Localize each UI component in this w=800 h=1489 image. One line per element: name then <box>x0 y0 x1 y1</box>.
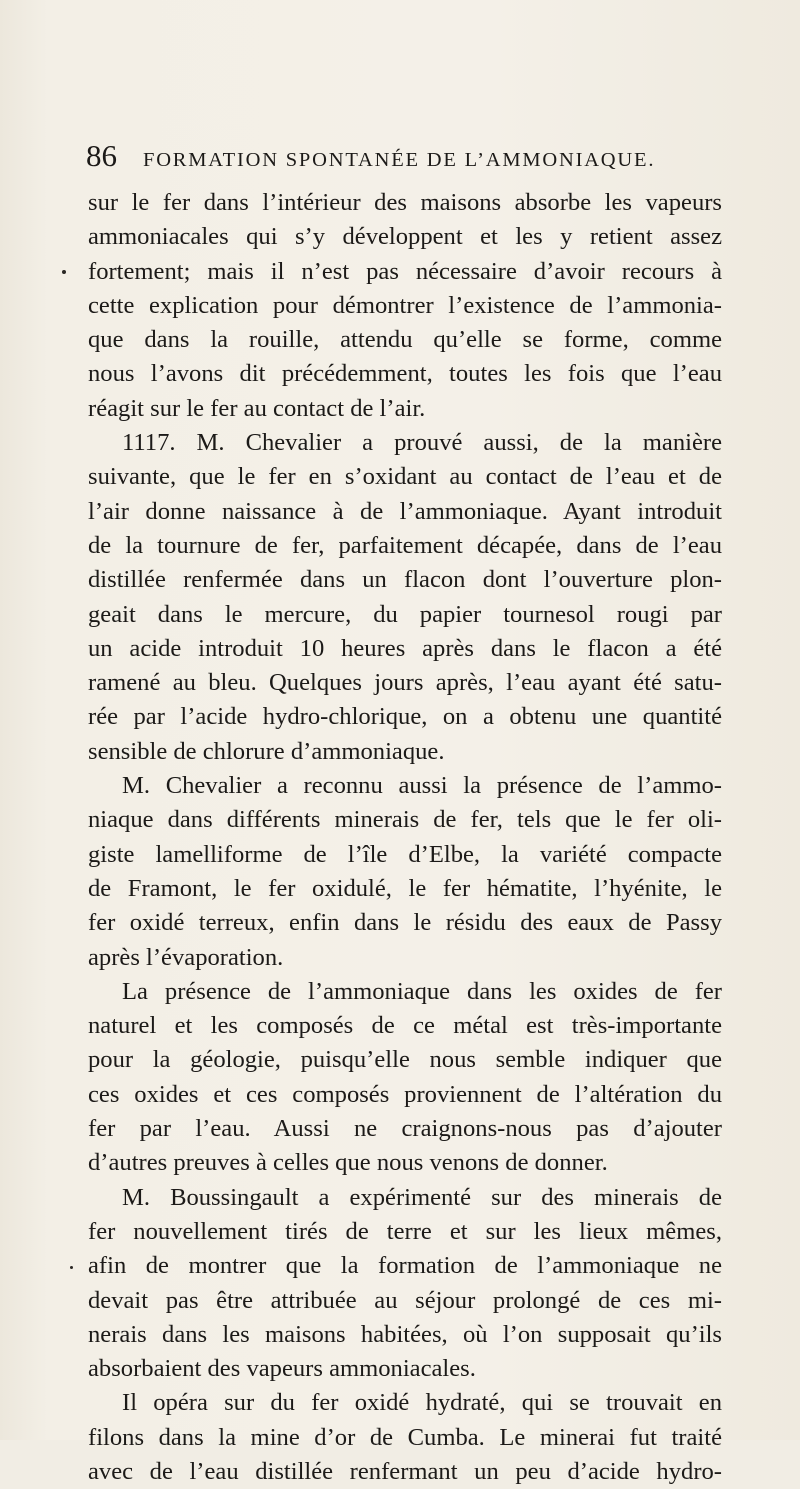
running-title: FORMATION SPONTANÉE DE L’AMMONIAQUE. <box>143 149 656 171</box>
page-header <box>86 138 726 178</box>
text-line: M. Chevalier a reconnu aussi la présence de l’ammo- <box>122 772 722 800</box>
text-line: M. Boussingault a expérimenté sur des minerais de <box>122 1183 722 1211</box>
ink-speck <box>62 270 66 274</box>
page-number: 86 <box>86 138 117 173</box>
text-line: l’air donne naissance à de l’ammoniaque. Ayant introduit <box>88 497 722 525</box>
text-line: ramené au bleu. Quelques jours après, l’eau ayant été satu- <box>88 669 722 697</box>
text-line: pour la géologie, puisqu’elle nous semble indiquer que <box>88 1046 722 1074</box>
text-line: fortement; mais il n’est pas nécessaire d’avoir recours à <box>88 257 722 285</box>
body-text <box>88 186 722 1489</box>
text-line: sensible de chlorure d’ammoniaque. <box>88 737 445 765</box>
text-line: giste lamelliforme de l’île d’Elbe, la variété compacte <box>88 840 722 868</box>
text-line: rée par l’acide hydro-chlorique, on a obtenu une quantité <box>88 703 722 731</box>
text-line: d’autres preuves à celles que nous venons de donner. <box>88 1149 608 1177</box>
text-line: La présence de l’ammoniaque dans les oxides de fer <box>122 977 722 1005</box>
text-line: fer oxidé terreux, enfin dans le résidu des eaux de Passy <box>88 909 722 937</box>
text-line: que dans la rouille, attendu qu’elle se forme, comme <box>88 326 722 354</box>
text-line: niaque dans différents minerais de fer, tels que le fer oli- <box>88 806 722 834</box>
text-line: filons dans la mine d’or de Cumba. Le minerai fut traité <box>88 1423 722 1451</box>
text-line: un acide introduit 10 heures après dans le flacon a été <box>88 634 722 662</box>
text-line: geait dans le mercure, du papier tournesol rougi par <box>88 600 722 628</box>
text-line: de la tournure de fer, parfaitement décapée, dans de l’eau <box>88 531 722 559</box>
text-line: nous l’avons dit précédemment, toutes les fois que l’eau <box>88 360 722 388</box>
text-line: naturel et les composés de ce métal est très-importante <box>88 1012 722 1040</box>
text-line: cette explication pour démontrer l’existence de l’ammonia- <box>88 291 722 319</box>
text-line: après l’évaporation. <box>88 943 284 971</box>
text-line: sur le fer dans l’intérieur des maisons absorbe les vapeurs <box>88 189 722 216</box>
ink-speck <box>70 1266 73 1269</box>
text-line: afin de montrer que la formation de l’ammoniaque ne <box>88 1252 722 1280</box>
text-line: réagit sur le fer au contact de l’air. <box>88 394 426 422</box>
text-line: suivante, que le fer en s’oxidant au contact de l’eau et de <box>88 463 722 491</box>
text-line: nerais dans les maisons habitées, où l’on supposait qu’ils <box>88 1320 722 1348</box>
text-line: de Framont, le fer oxidulé, le fer hématite, l’hyénite, le <box>88 874 722 902</box>
text-line: absorbaient des vapeurs ammoniacales. <box>88 1355 476 1383</box>
text-line: avec de l’eau distillée renfermant un peu d’acide hydro- <box>88 1457 722 1485</box>
text-line: fer par l’eau. Aussi ne craignons-nous pas d’ajouter <box>88 1115 722 1143</box>
text-line: ces oxides et ces composés proviennent de l’altération du <box>88 1080 722 1108</box>
text-line: ammoniacales qui s’y développent et les y retient assez <box>88 223 722 251</box>
text-line: distillée renfermée dans un flacon dont l’ouverture plon- <box>88 566 722 594</box>
text-line: devait pas être attribuée au séjour prolongé de ces mi- <box>88 1286 722 1314</box>
text-line: fer nouvellement tirés de terre et sur les lieux mêmes, <box>88 1217 722 1245</box>
text-line: Il opéra sur du fer oxidé hydraté, qui se trouvait en <box>122 1389 722 1417</box>
text-line: 1117. M. Chevalier a prouvé aussi, de la manière <box>122 429 722 457</box>
